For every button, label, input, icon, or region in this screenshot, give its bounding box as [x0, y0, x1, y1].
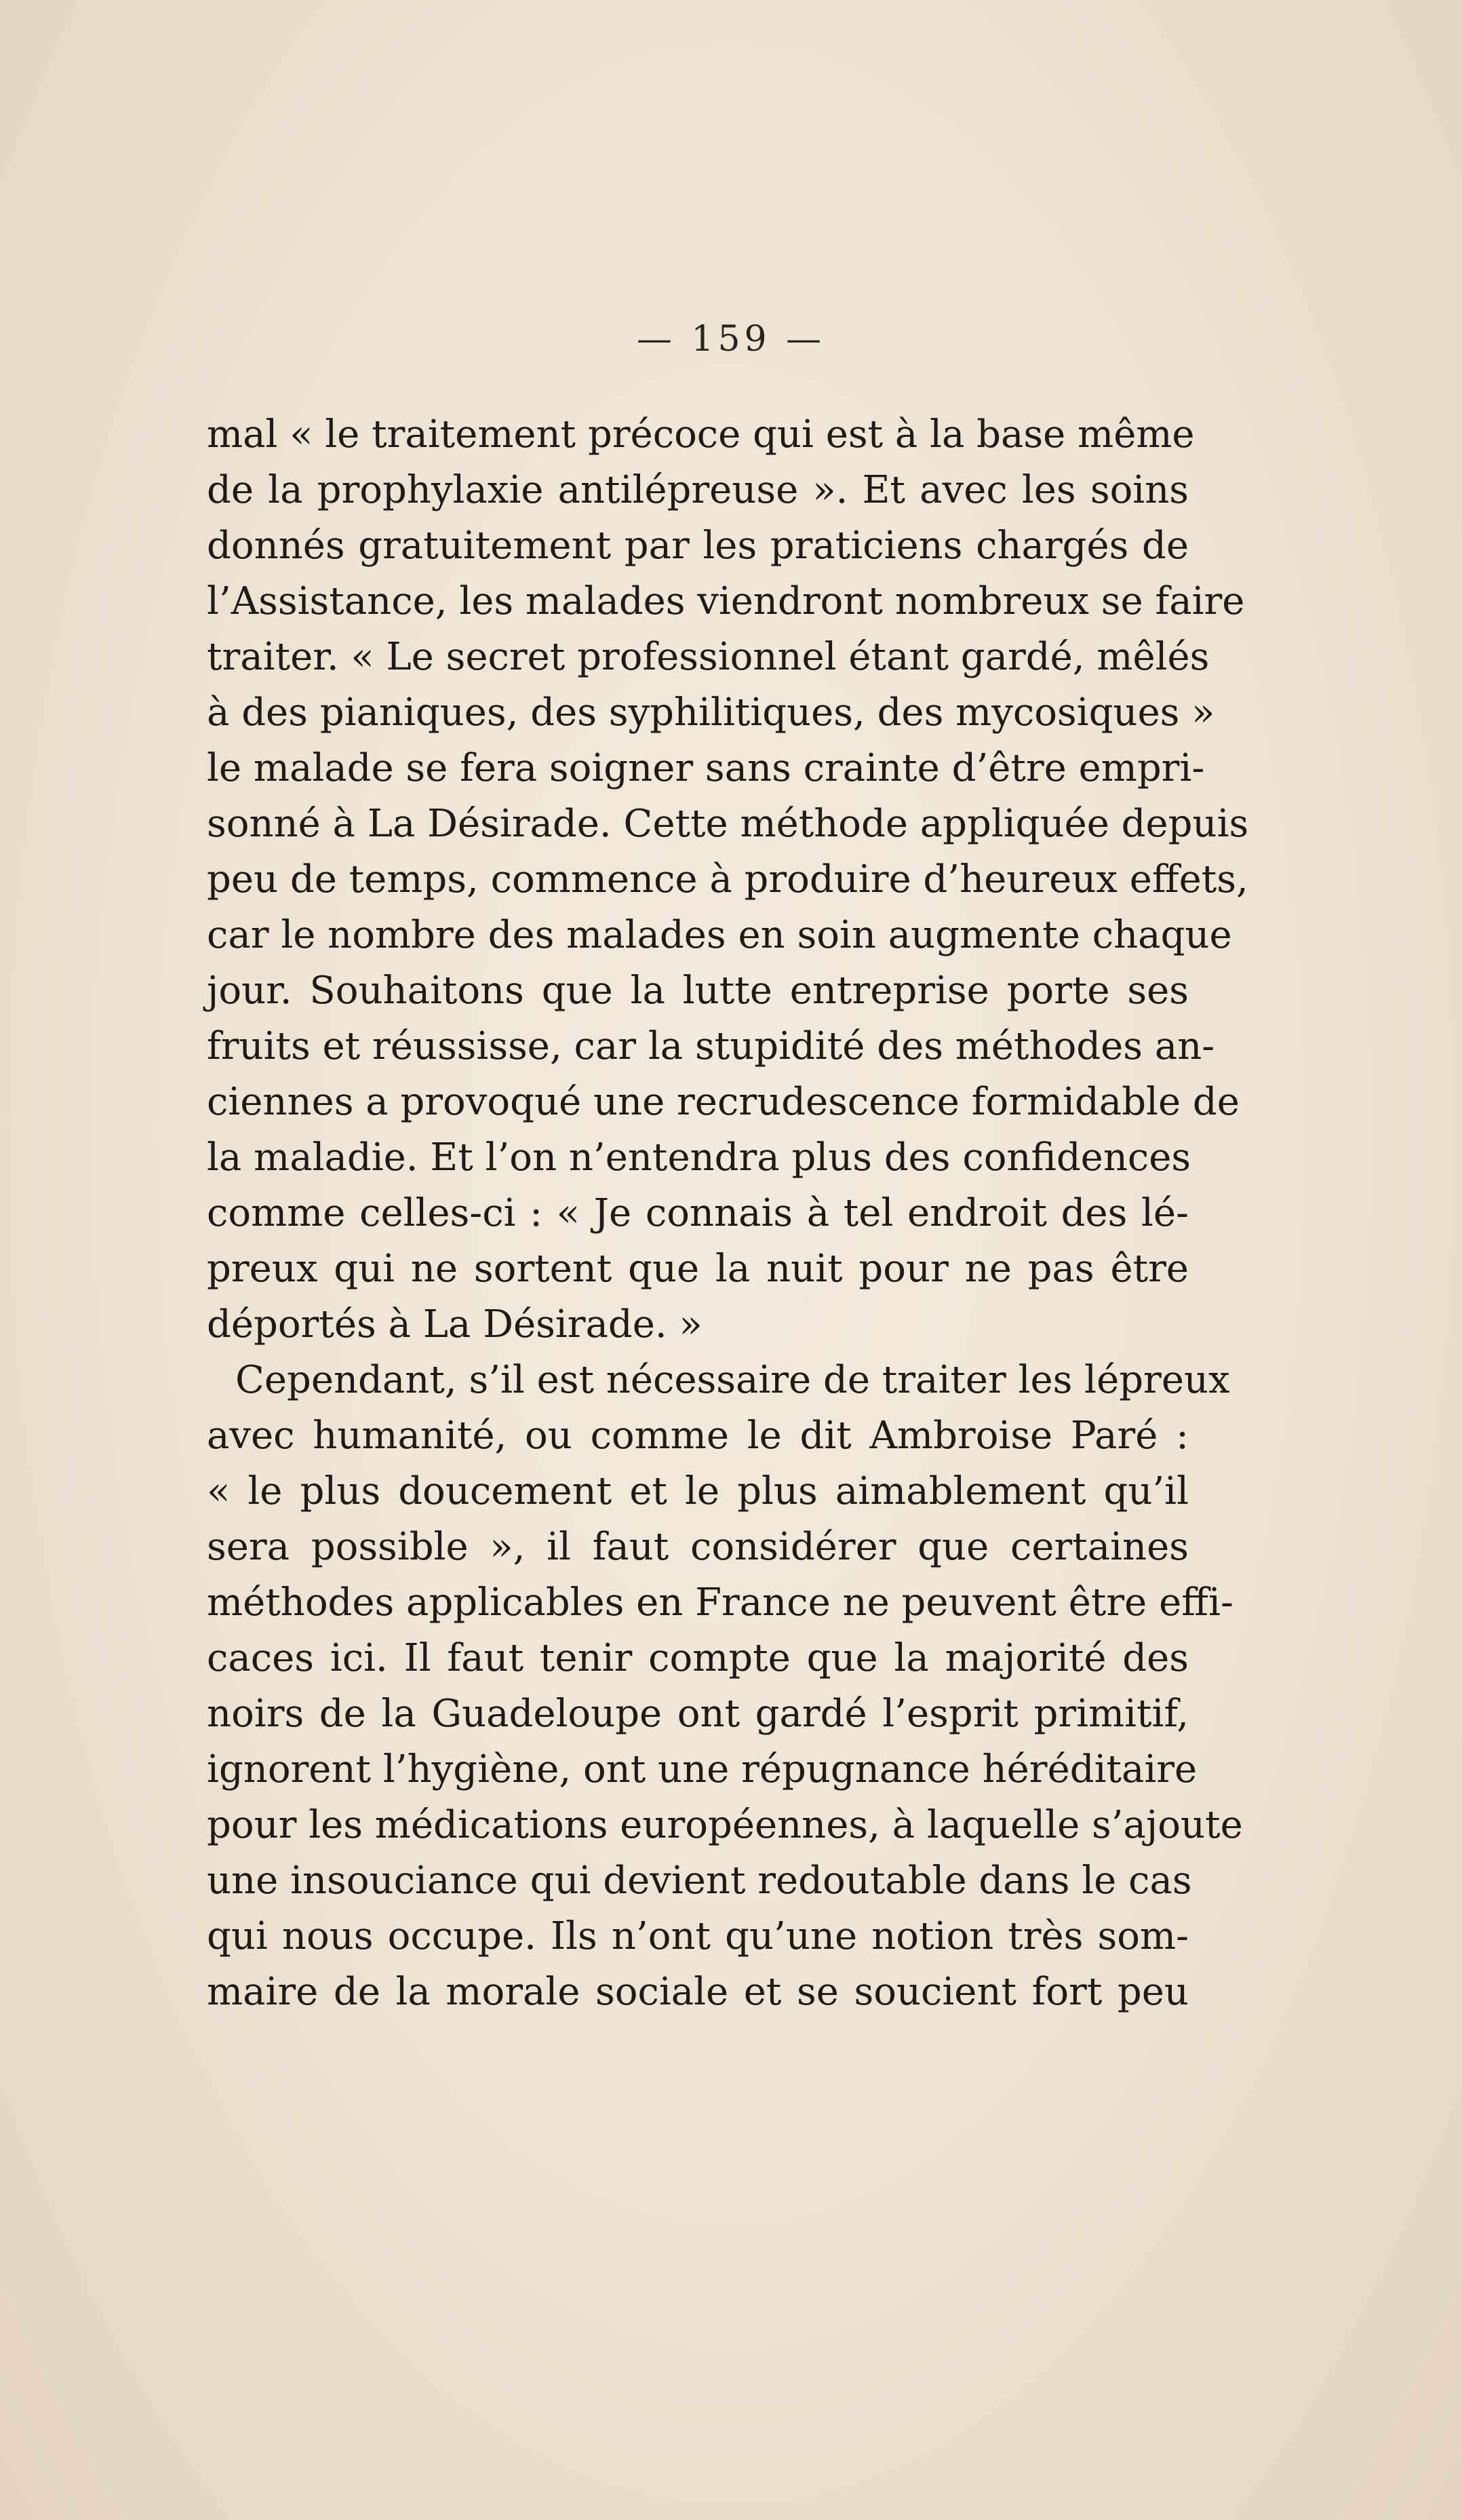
text-line: sonné à La Désirade. Cette méthode appliquée depuis: [207, 802, 1249, 846]
text-line: sera possible », il faut considérer que certaines: [207, 1525, 1189, 1569]
paragraph-1: [207, 407, 1249, 1353]
text-line: caces ici. Il faut tenir compte que la majorité des: [207, 1636, 1189, 1680]
text-line: comme celles-ci : « Je connais à tel endroit des lé-: [207, 1191, 1189, 1235]
text-line: pour les médications européennes, à laquelle s’ajoute: [207, 1803, 1243, 1847]
text-line: maire de la morale sociale et se soucient fort peu: [207, 1970, 1189, 2014]
body-text: [207, 407, 1249, 2020]
text-line: ignorent l’hygiène, ont une répugnance héréditaire: [207, 1747, 1198, 1791]
text-line: ciennes a provoqué une recrudescence formidable de: [207, 1080, 1240, 1124]
text-line: avec humanité, ou comme le dit Ambroise Paré :: [207, 1414, 1189, 1458]
text-line: à des pianiques, des syphilitiques, des mycosiques »: [207, 691, 1215, 735]
text-line: traiter. « Le secret professionnel étant gardé, mêlés: [207, 635, 1210, 679]
text-line: déportés à La Désirade. »: [207, 1302, 703, 1346]
text-line: fruits et réussisse, car la stupidité des méthodes an-: [207, 1024, 1215, 1068]
text-line: une insouciance qui devient redoutable dans le cas: [207, 1859, 1192, 1903]
text-line: noirs de la Guadeloupe ont gardé l’esprit primitif,: [207, 1692, 1189, 1736]
text-line: donnés gratuitement par les praticiens chargés de: [207, 524, 1189, 568]
text-line: qui nous occupe. Ils n’ont qu’une notion très som-: [207, 1914, 1189, 1958]
text-line: méthodes applicables en France ne peuvent être effi-: [207, 1581, 1233, 1625]
text-line: peu de temps, commence à produire d’heureux effets,: [207, 857, 1248, 902]
text-line: la maladie. Et l’on n’entendra plus des confidences: [207, 1136, 1191, 1180]
paragraph-2: [207, 1353, 1243, 2020]
text-line: « le plus doucement et le plus aimablement qu’il: [207, 1469, 1189, 1513]
text-line: le malade se fera soigner sans crainte d’être empri-: [207, 746, 1205, 790]
page-number: — 159 —: [636, 319, 826, 360]
text-line: car le nombre des malades en soin augmente chaque: [207, 913, 1232, 957]
text-line: Cependant, s’il est nécessaire de traiter les lépreux: [235, 1358, 1230, 1402]
text-line: preux qui ne sortent que la nuit pour ne pas être: [207, 1247, 1189, 1291]
text-line: jour. Souhaitons que la lutte entreprise porte ses: [207, 969, 1189, 1013]
text-line: de la prophylaxie antilépreuse ». Et avec les soins: [207, 468, 1189, 512]
text-line: l’Assistance, les malades viendront nombreux se faire: [207, 579, 1245, 623]
text-line: mal « le traitement précoce qui est à la base même: [207, 412, 1195, 457]
